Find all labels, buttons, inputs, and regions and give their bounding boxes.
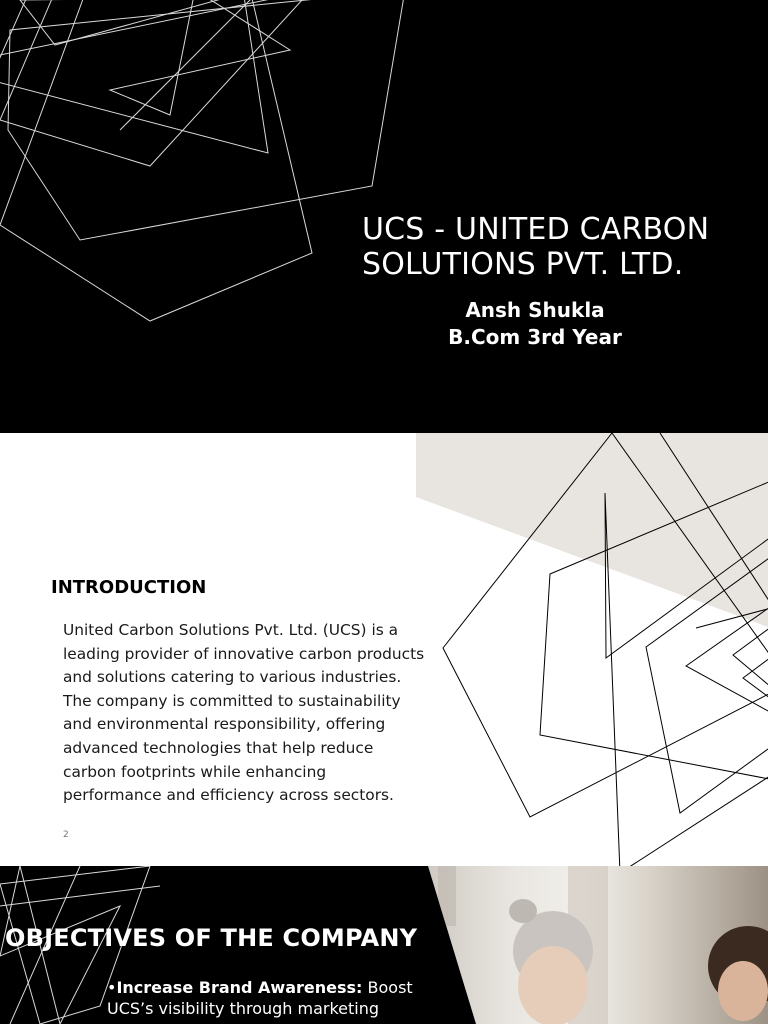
- title-slide: [0, 0, 768, 433]
- photo-people-illustration: [428, 866, 768, 1024]
- introduction-slide: [0, 433, 768, 866]
- presentation-title: UCS - UNITED CARBON SOLUTIONS PVT. LTD.: [362, 212, 710, 282]
- bullet-text: Boost UCS’s visibility through marketing: [107, 978, 413, 1018]
- author-name: Ansh Shukla: [465, 298, 605, 322]
- introduction-text: United Carbon Solutions Pvt. Ltd. (UCS) is a leading provider of innovative carbon products and solutions catering to various industries. The company is committed to sustainability and environmental responsibility, offering advanced technologies that help reduce carbon footprints while enhancing performance and efficiency across sectors.: [63, 621, 425, 805]
- bullet-marker: •: [107, 978, 117, 997]
- section-heading: INTRODUCTION: [51, 577, 207, 598]
- bullet-label: Increase Brand Awareness:: [116, 978, 363, 997]
- presenter-info: [420, 297, 650, 351]
- objective-bullet: [107, 977, 452, 1019]
- course-name: B.Com 3rd Year: [448, 325, 622, 349]
- section-heading: OBJECTIVES OF THE COMPANY: [5, 924, 418, 952]
- office-photo: [428, 866, 768, 1024]
- slide-number: 2: [63, 830, 69, 840]
- objectives-slide: [0, 866, 768, 1024]
